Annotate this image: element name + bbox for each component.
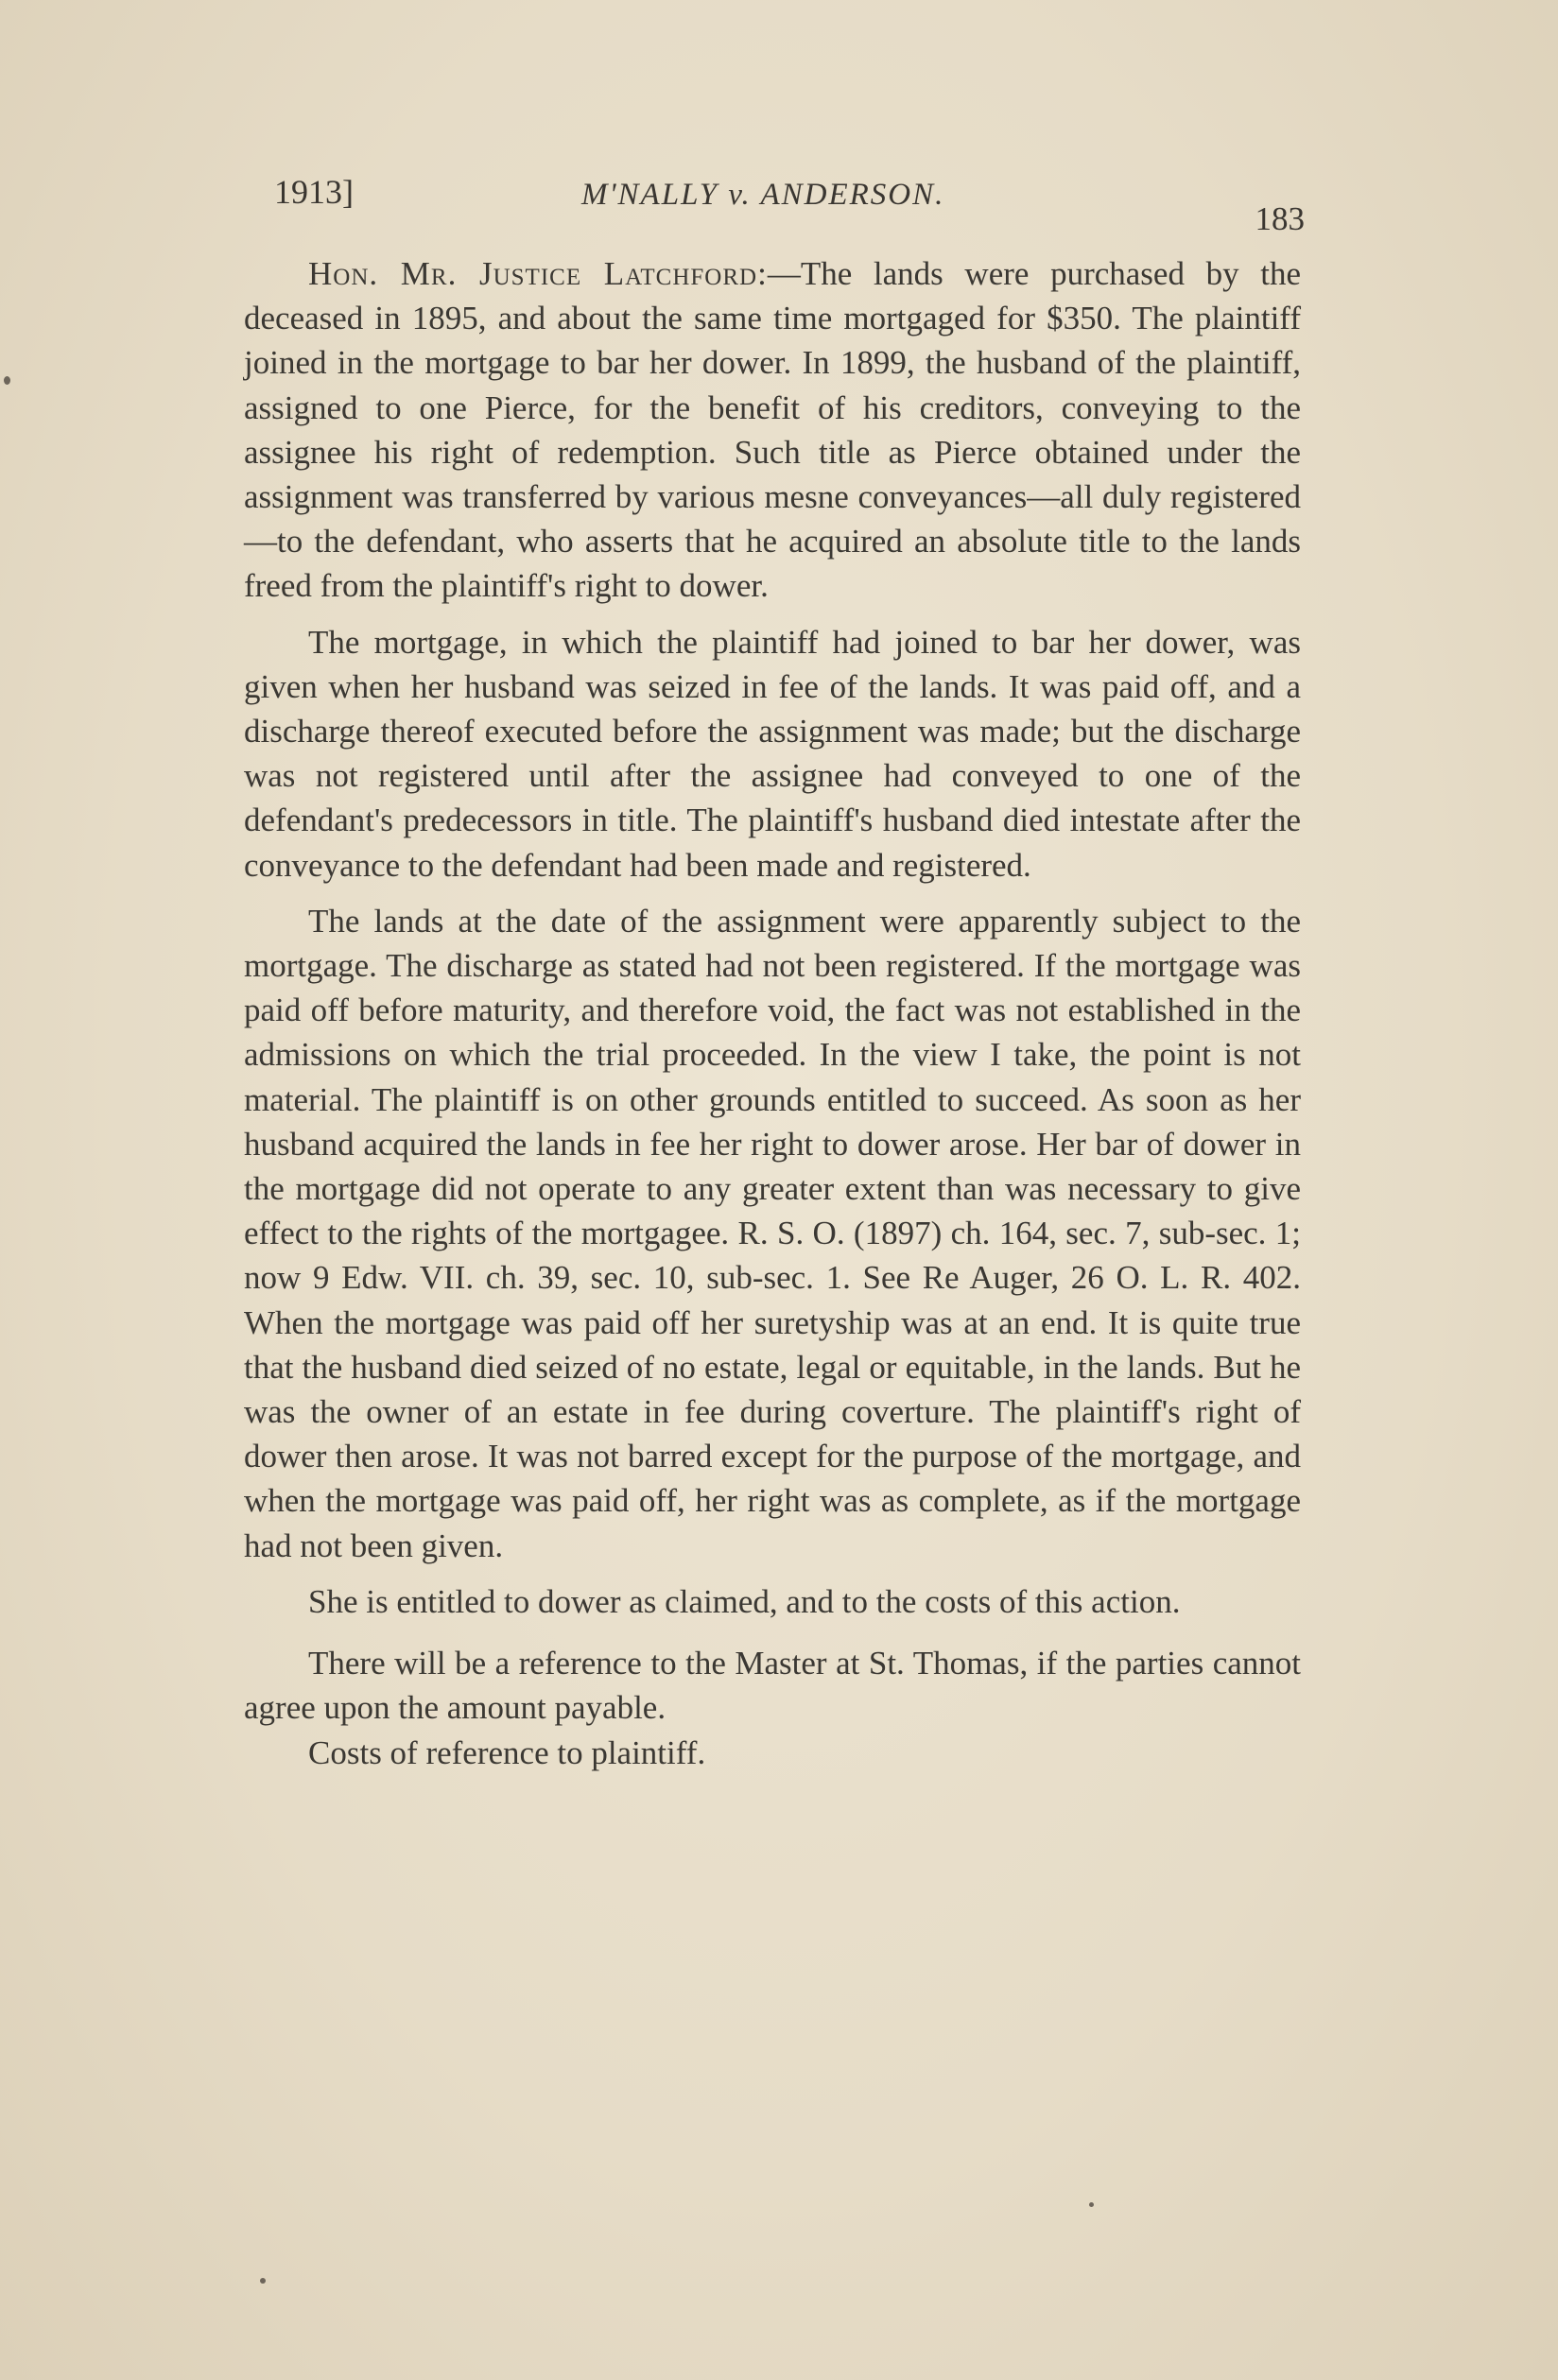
page-header: [274, 172, 1305, 237]
judgment-text: [244, 251, 1301, 1775]
paper-speck: [260, 2278, 266, 2284]
paragraph-5: There will be a reference to the Master at St. Thomas, if the parties cannot agree upon the amount payable.: [244, 1645, 1301, 1727]
paragraph-1-text: —The lands were purchased by the deceased in 1895, and about the same time mortgaged for $350. The plaintiff joined in the mortgage to bar her dower. In 1899, the husband of the plaintiff, assigned to one Pierce, for the benefit of his creditors, conveying to the assignee his right of redemption. Such title as Pierce obtained under the assignment was transferred by various mesne conveyances—all duly registered—to the defendant, who asserts that he acquired an absolute title to the lands freed from the plaintiff's right to dower.: [244, 255, 1302, 605]
page-number: 183: [1255, 200, 1305, 237]
paragraph-6: Costs of reference to plaintiff.: [308, 1733, 706, 1771]
paragraph-2: The mortgage, in which the plaintiff had joined to bar her dower, was given when her husband was seized in fee of the lands. It was paid off, and a discharge thereof executed before the assignment was made; but the discharge was not registered until after the assignee had conveyed to one of the defendant's predecessors in title. The plaintiff's husband died intestate after the conveyance to the defendant had been made and registered.: [244, 623, 1301, 884]
paragraph-1: [244, 251, 1301, 609]
judge-name: Hon. Mr. Justice Latchford:: [308, 255, 768, 292]
paragraph-4: She is entitled to dower as claimed, and to the costs of this action.: [308, 1582, 1181, 1620]
running-title: M'NALLY v. ANDERSON.: [581, 178, 945, 212]
header-year: 1913]: [274, 173, 354, 211]
paper-speck: [1089, 2202, 1094, 2207]
paper-speck: [4, 376, 10, 385]
paragraph-3: The lands at the date of the assignment were apparently subject to the mortgage. The discharge as stated had not been registered. If the mortgage was paid off before maturity, and therefore void, the fact was not established in the admissions on which the trial proceeded. In the view I take, the point is not material. The plaintiff is on other grounds entitled to succeed. As soon as her husband acquired the lands in fee her right to dower arose. Her bar of dower in the mortgage did not operate to any greater extent than was necessary to give effect to the rights of the mortgagee. R. S. O. (1897) ch. 164, sec. 7, sub-sec. 1; now 9 Edw. VII. ch. 39, sec. 10, sub-sec. 1. See Re Auger, 26 O. L. R. 402. When the mortgage was paid off her suretyship was at an end. It is quite true that the husband died seized of no estate, legal or equitable, in the lands. But he was the owner of an estate in fee during coverture. The plaintiff's right of dower then arose. It was not barred except for the purpose of the mortgage, and when the mortgage was paid off, her right was as complete, as if the mortgage had not been given.: [244, 902, 1301, 1564]
